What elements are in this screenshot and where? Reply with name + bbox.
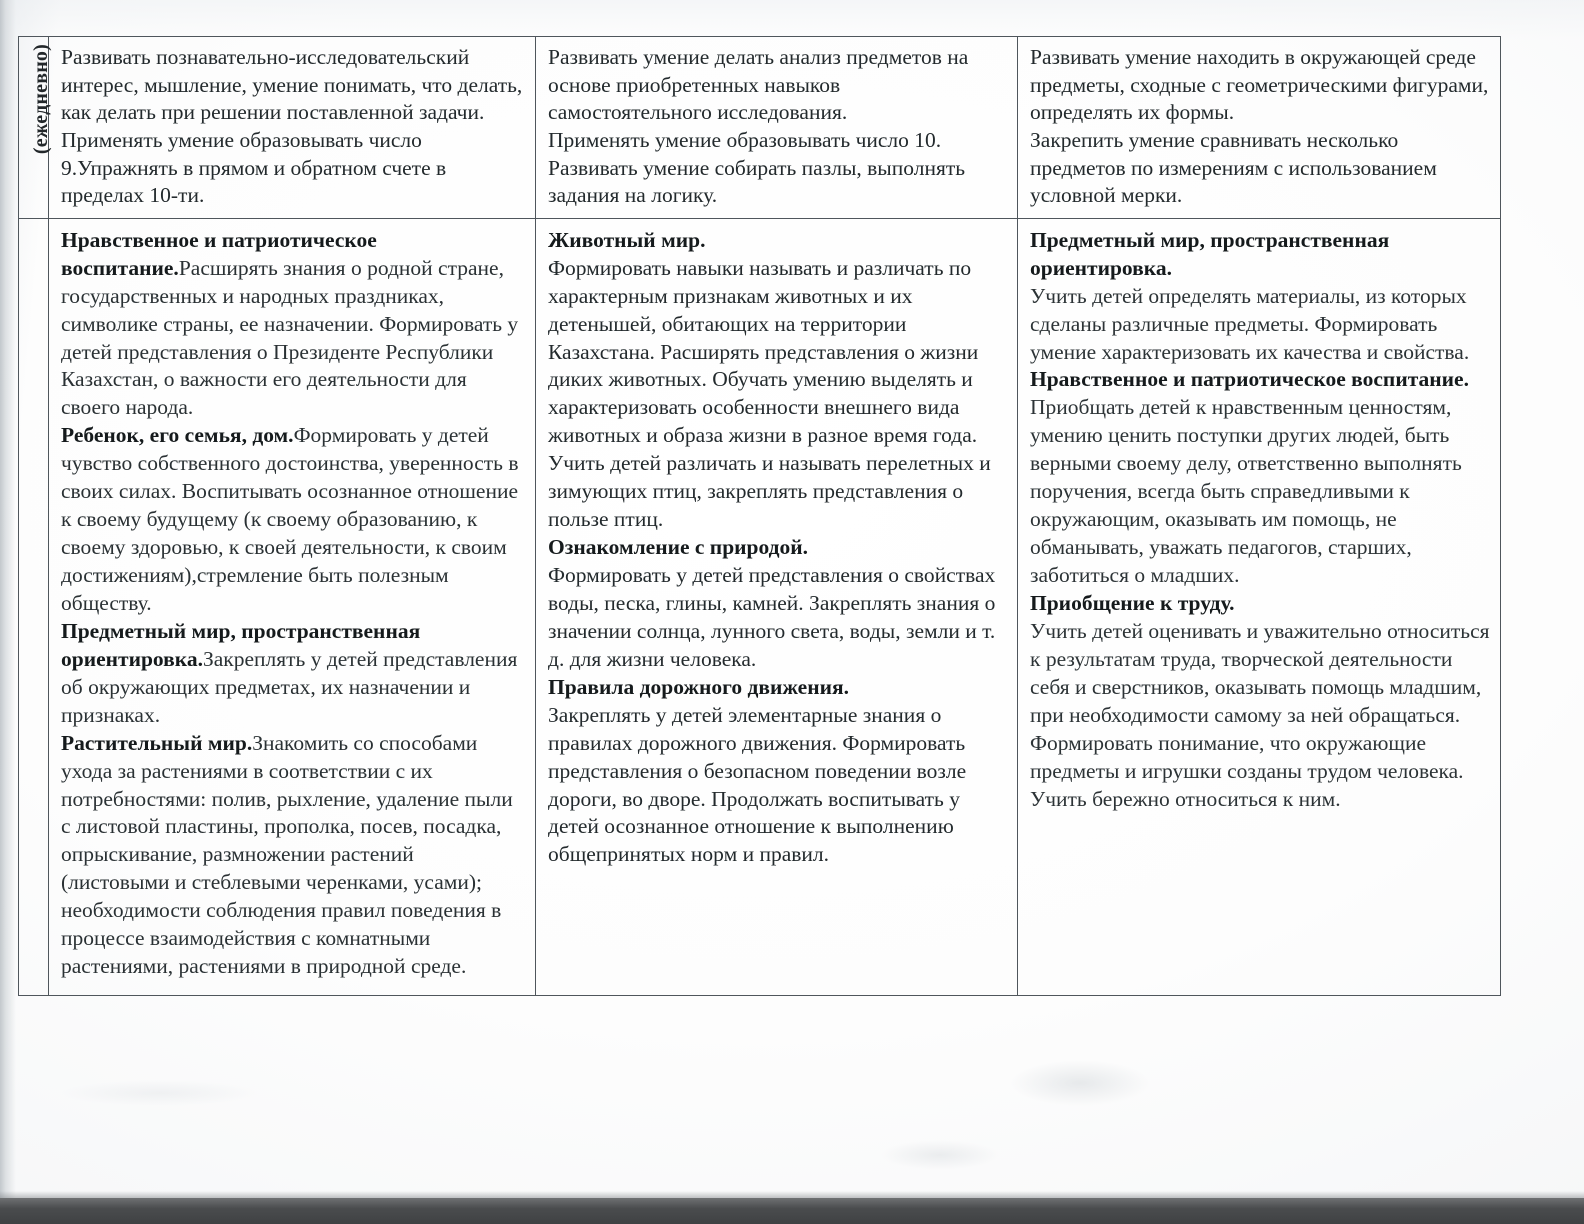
paragraph: [1030, 227, 1490, 283]
section-body: Расширять знания о родной стране, государственных и народных праздниках, символике страны, ее назначении. Формировать у детей представления о Президенте Республики Казахстан, о важности его деятельности для своего народа.: [61, 255, 519, 420]
frequency-label: (ежедневно): [30, 44, 52, 155]
content-text-column-1: [61, 227, 525, 981]
section-body: Формировать навыки называть и различать по характерным признакам животных и их детенышей, обитающих на территории Казахстана. Расширять представления о жизни диких животных. Обучать умению выделять и характеризовать особенности внешнего вида животных и образа жизни в разное время года. Учить детей различать и называть перелетных и зимующих птиц, закреплять представления о пользе птиц.: [548, 255, 991, 532]
paragraph: Применять умение образовывать число 10.: [548, 127, 942, 152]
paragraph: [1030, 283, 1490, 367]
curriculum-table: [18, 36, 1501, 996]
paragraph: [548, 702, 1007, 870]
objectives-text-column-1: [61, 44, 525, 210]
section-body: Учить детей определять материалы, из которых сделаны различные предметы. Формировать умение характеризовать их качества и свойства.: [1030, 283, 1470, 364]
section-heading: Приобщение к труду.: [1030, 590, 1235, 615]
paragraph: [1030, 366, 1490, 394]
section-heading: Растительный мир.: [61, 730, 253, 755]
table-row-content: [19, 218, 1501, 995]
section-body: Закреплять у детей представления об окружающих предметах, их назначении и признаках.: [61, 646, 518, 727]
paragraph: [548, 674, 1007, 702]
content-cell-column-3: [1018, 218, 1501, 995]
section-heading: Ознакомление с природой.: [548, 535, 809, 560]
objectives-text-column-3: [1030, 44, 1490, 210]
objectives-text-column-2: [548, 44, 1007, 210]
paragraph: Применять умение образовывать число 9.Упражнять в прямом и обратном счете в пределах 10-ти.: [61, 127, 447, 208]
scan-artifact: [1010, 1060, 1150, 1106]
paragraph: [61, 730, 525, 981]
section-heading: Нравственное и патриотическое воспитание.: [1030, 367, 1469, 392]
section-body: Приобщать детей к нравственным ценностям, умению ценить поступки других людей, быть верными своему делу, ответственно выполнять поручения, всегда быть справедливыми к окружающим, оказывать им помощь, не обманывать, уважать педагогов, старших, заботиться о младших.: [1030, 395, 1462, 587]
section-heading: Ребенок, его семья, дом.: [61, 423, 294, 448]
paragraph: [1030, 394, 1490, 590]
paragraph: [548, 227, 1007, 255]
objectives-cell-column-1: [49, 37, 536, 219]
section-body: Учить детей оценивать и уважительно относиться к результатам труда, творческой деятельности себя и сверстников, оказывать помощь младшим, при необходимости самому за ней обращаться. Формировать понимание, что окружающие предметы и игрушки созданы трудом человека. Учить бережно относиться к ним.: [1030, 618, 1490, 811]
scanner-bottom-edge: [0, 1198, 1584, 1224]
scanner-left-edge: [0, 0, 16, 1224]
paragraph: [61, 227, 525, 423]
scan-artifact: [880, 1140, 1000, 1170]
section-body: Знакомить со способами ухода за растениями в соответствии с их потребностями: полив, рыхление, удаление пыли с листовой пластины, прополка, посев, посадка, опрыскивание, размножении растений (листовыми и стеблевыми черенками, усами); необходимости соблюдения правил поведения в процессе взаимодействия с комнатными растениями, растениями в природной среде.: [61, 730, 513, 979]
left-spacer-cell: [19, 218, 49, 995]
paragraph: [548, 562, 1007, 674]
content-cell-column-2: [536, 218, 1018, 995]
objectives-cell-column-2: [536, 37, 1018, 219]
content-cell-column-1: [49, 218, 536, 995]
paragraph: [61, 618, 525, 730]
paragraph: [1030, 590, 1490, 618]
curriculum-table-container: [18, 36, 1500, 996]
section-heading: Правила дорожного движения.: [548, 674, 849, 699]
paragraph: Развивать умение собирать пазлы, выполнять задания на логику.: [548, 155, 966, 208]
frequency-label-cell: [19, 37, 52, 219]
content-text-column-2: [548, 227, 1007, 870]
paragraph: Развивать умение находить в окружающей среде предметы, сходные с геометрическими фигурами, определять их формы.: [1030, 45, 1489, 125]
paragraph: [548, 255, 1007, 534]
section-heading: Нравственное и патриотическое воспитание.: [61, 227, 377, 280]
paragraph: Развивать познавательно-исследовательский интерес, мышление, умение понимать, что делать, как делать при решении поставленной задачи.: [61, 45, 523, 125]
paragraph: [61, 422, 525, 618]
content-text-column-3: [1030, 227, 1490, 814]
section-body: Формировать у детей чувство собственного достоинства, уверенность в своих силах. Воспитывать осознанное отношение к своему будущему (к своему образованию, к своему здоровью, к своей деятельности, к своим достижениям),стремление быть полезным обществу.: [61, 423, 519, 615]
paragraph: [1030, 618, 1490, 814]
table-row-objectives: [19, 37, 1501, 219]
paragraph: Закрепить умение сравнивать несколько предметов по измерениям с использованием условной мерки.: [1030, 127, 1437, 208]
objectives-cell-column-3: [1018, 37, 1501, 219]
section-body: Закреплять у детей элементарные знания о правилах дорожного движения. Формировать представления о безопасном поведении возле дороги, во дворе. Продолжать воспитывать у детей осознанное отношение к выполнению общепринятых норм и правил.: [548, 702, 967, 867]
section-heading: Предметный мир, пространственная ориентировка.: [1030, 227, 1390, 280]
section-heading: Животный мир.: [548, 227, 706, 252]
paragraph: [548, 534, 1007, 562]
scan-artifact: [60, 1080, 260, 1106]
section-body: Формировать у детей представления о свойствах воды, песка, глины, камней. Закреплять знания о значении солнца, лунного света, воды, земли и т. д. для жизни человека.: [548, 563, 996, 671]
paragraph: Развивать умение делать анализ предметов на основе приобретенных навыков самостоятельного исследования.: [548, 45, 969, 125]
section-heading: Предметный мир, пространственная ориентировка.: [61, 618, 421, 671]
